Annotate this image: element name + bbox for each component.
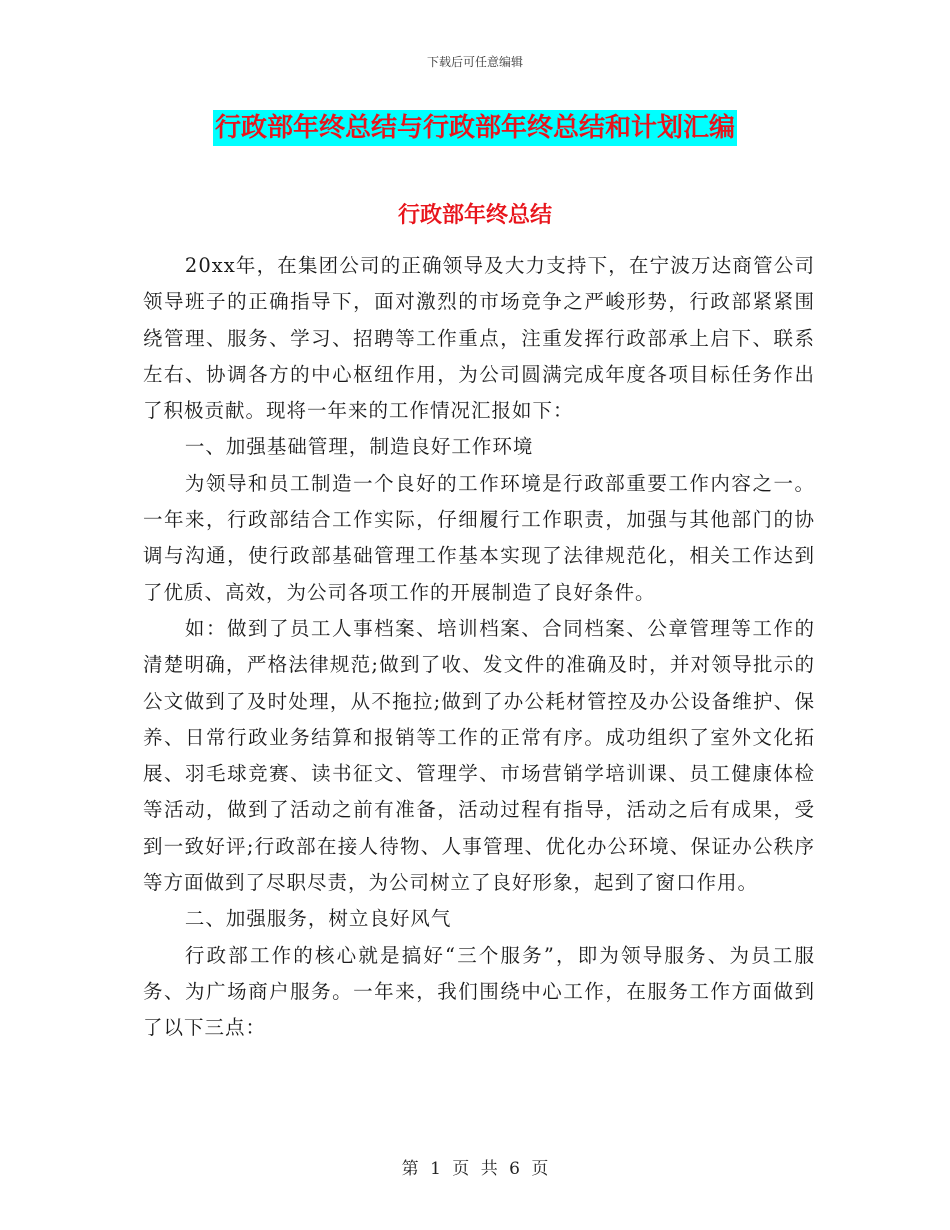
document-body <box>143 248 815 1047</box>
paragraph-examples: 如：做到了员工人事档案、培训档案、合同档案、公章管理等工作的清楚明确，严格法律规范;做到了收、发文件的准确及时，并对领导批示的公文做到了及时处理，从不拖拉;做到了办公耗材管控及办公设备维护、保养、日常行政业务结算和报销等工作的正常有序。成功组织了室外文化拓展、羽毛球竞赛、读书征文、管理学、市场营销学培训课、员工健康体检等活动，做到了活动之前有准备，活动过程有指导，活动之后有成果，受到一致好评;行政部在接人待物、人事管理、优化办公环境、保证办公秩序等方面做到了尽职尽责，为公司树立了良好形象，起到了窗口作用。 <box>143 616 815 895</box>
heading-section-1: 一、加强基础管理，制造良好工作环境 <box>184 435 534 459</box>
page-footer: 第 1 页 共 6 页 <box>401 1159 549 1179</box>
paragraph-section-2: 行政部工作的核心就是搞好“三个服务”，即为领导服务、为员工服务、为广场商户服务。一年来，我们围绕中心工作，在服务工作方面做到了以下三点： <box>143 943 815 1040</box>
paragraph-section-1: 为领导和员工制造一个良好的工作环境是行政部重要工作内容之一。一年来，行政部结合工作实际，仔细履行工作职责，加强与其他部门的协调与沟通，使行政部基础管理工作基本实现了法律规范化，相关工作达到了优质、高效，为公司各项工作的开展制造了良好条件。 <box>143 471 815 604</box>
main-title-wrap <box>0 110 950 146</box>
header-note: 下载后可任意编辑 <box>426 55 523 69</box>
main-title: 行政部年终总结与行政部年终总结和计划汇编 <box>213 110 737 146</box>
paragraph-intro: 20xx年，在集团公司的正确领导及大力支持下，在宁波万达商管公司领导班子的正确指导下，面对激烈的市场竞争之严峻形势，行政部紧紧围绕管理、服务、学习、招聘等工作重点，注重发挥行政部承上启下、联系左右、协调各方的中心枢纽作用，为公司圆满完成年度各项目标任务作出了积极贡献。现将一年来的工作情况汇报如下： <box>143 254 815 423</box>
section-title: 行政部年终总结 <box>397 203 552 228</box>
heading-section-2: 二、加强服务，树立良好风气 <box>184 907 452 931</box>
